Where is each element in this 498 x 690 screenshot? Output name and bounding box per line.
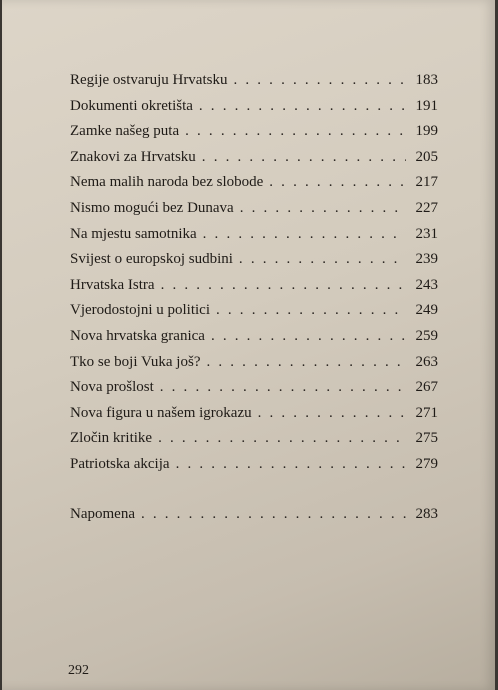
toc-entry-page: 191	[415, 97, 438, 114]
toc-entry-title: Zamke našeg puta	[70, 123, 180, 140]
leader-dots	[185, 119, 406, 145]
leader-dots	[239, 247, 406, 273]
book-page	[2, 0, 495, 690]
toc-entry-page: 205	[415, 148, 438, 165]
toc-entry-page: 243	[415, 276, 438, 293]
toc-entry-title: Znakovi za Hrvatsku	[70, 148, 196, 165]
toc-entry-title: Nema malih naroda bez slobode	[70, 174, 264, 191]
toc-entry	[70, 401, 438, 427]
leader-dots	[240, 196, 406, 222]
toc-entry-title: Na mjestu samotnika	[70, 225, 197, 242]
toc-entry	[70, 145, 438, 171]
toc-entry-page: 199	[415, 123, 438, 140]
toc-entry-title: Napomena	[70, 505, 135, 522]
toc-entry	[70, 426, 438, 452]
toc-entry-page: 263	[415, 353, 438, 370]
leader-dots	[258, 401, 406, 427]
leader-dots	[202, 145, 406, 171]
leader-dots	[269, 170, 406, 196]
toc-entry-title: Nova figura u našem igrokazu	[70, 404, 252, 421]
toc-entry-page: 275	[415, 430, 438, 447]
toc-entry-page: 283	[415, 505, 438, 522]
section-gap	[70, 478, 438, 502]
toc-entry	[70, 94, 438, 120]
toc-entry	[70, 452, 438, 478]
leader-dots	[160, 375, 406, 401]
toc-entry	[70, 273, 438, 299]
toc-entry	[70, 375, 438, 401]
toc-entry-page: 271	[415, 404, 438, 421]
toc-entry-title: Regije ostvaruju Hrvatsku	[70, 72, 228, 88]
leader-dots	[158, 426, 406, 452]
leader-dots	[141, 502, 406, 528]
toc-entry	[70, 298, 438, 324]
toc-entry-title: Patriotska akcija	[70, 455, 170, 472]
toc-entry-title: Nova prošlost	[70, 379, 154, 396]
toc-entry-title: Nova hrvatska granica	[70, 327, 205, 344]
page-number: 292	[68, 663, 89, 678]
leader-dots	[233, 68, 406, 94]
toc-entry-page: 217	[415, 174, 438, 191]
toc-entry	[70, 68, 438, 94]
leader-dots	[211, 324, 406, 350]
toc-entry-page: 239	[415, 251, 438, 268]
toc-entry-title: Nismo mogući bez Dunava	[70, 199, 234, 216]
leader-dots	[199, 94, 406, 120]
toc-entry-title: Dokumenti okretišta	[70, 97, 193, 114]
toc-entry-title: Tko se boji Vuka još?	[70, 353, 201, 370]
toc-entry-page: 183	[415, 72, 438, 88]
toc-entry	[70, 222, 438, 248]
toc-entry-page: 259	[415, 327, 438, 344]
toc-entry-note	[70, 502, 438, 528]
leader-dots	[161, 273, 406, 299]
toc-entry-title: Vjerodostojni u politici	[70, 302, 210, 319]
table-of-contents	[70, 68, 438, 527]
toc-entry	[70, 196, 438, 222]
toc-entry-page: 267	[415, 379, 438, 396]
leader-dots	[203, 222, 406, 248]
leader-dots	[176, 452, 406, 478]
toc-entry	[70, 350, 438, 376]
toc-entry	[70, 119, 438, 145]
toc-entry-title: Zločin kritike	[70, 430, 153, 447]
leader-dots	[206, 350, 406, 376]
toc-entry	[70, 247, 438, 273]
toc-entry-title: Svijest o europskoj sudbini	[70, 251, 233, 268]
toc-entry	[70, 170, 438, 196]
toc-entry-page: 279	[415, 455, 438, 472]
toc-entry-page: 249	[415, 302, 438, 319]
toc-entry-title: Hrvatska Istra	[70, 276, 155, 293]
toc-entry-page: 231	[415, 225, 438, 242]
toc-entry	[70, 324, 438, 350]
leader-dots	[216, 298, 406, 324]
toc-entry-page: 227	[415, 199, 438, 216]
